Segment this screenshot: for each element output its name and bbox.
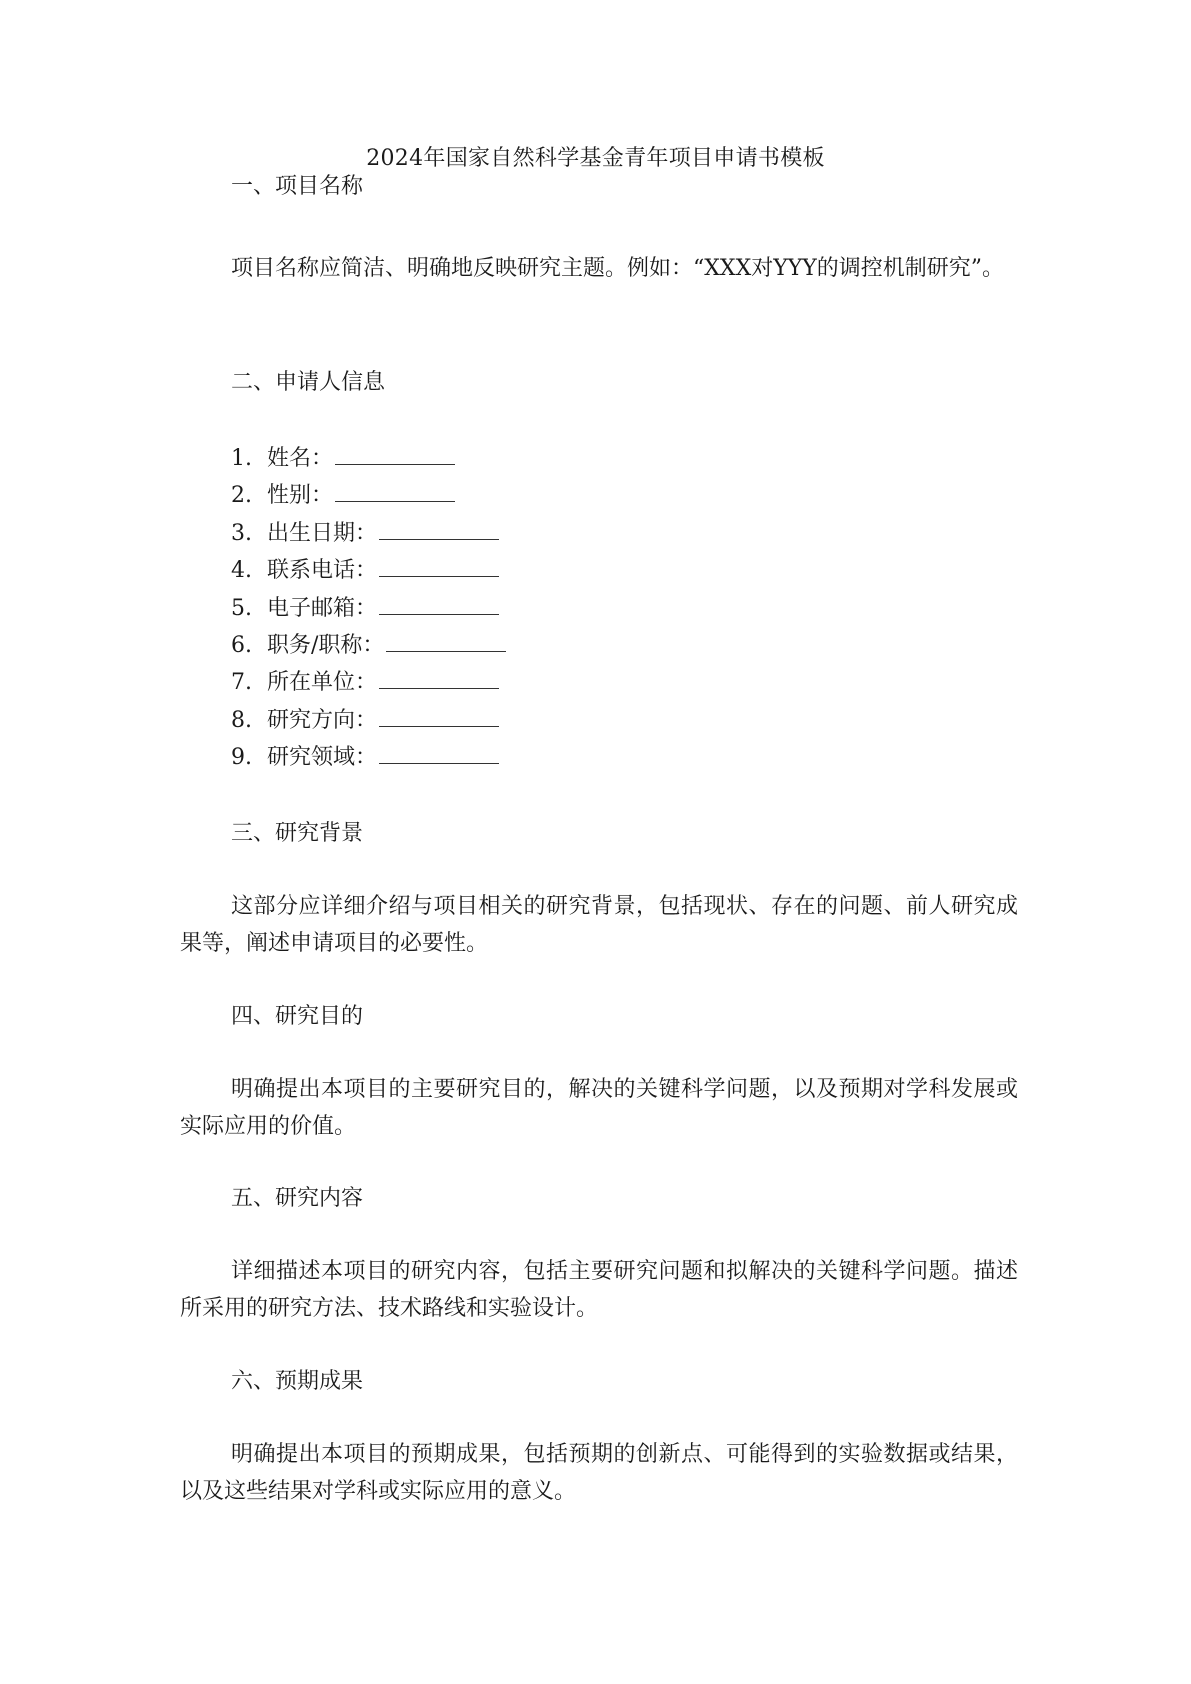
list-number: 9. bbox=[231, 745, 252, 771]
list-number: 3. bbox=[231, 520, 252, 546]
section-body-project-name: 项目名称应简洁、明确地反映研究主题。例如：“XXX对YYY的调控机制研究”。 bbox=[231, 256, 1005, 281]
fill-in-blank[interactable] bbox=[386, 633, 506, 652]
section-heading-background: 三、研究背景 bbox=[231, 821, 364, 846]
section-body-expected-results: 明确提出本项目的预期成果，包括预期的创新点、可能得到的实验数据或结果，以及这些结果对学科或实际应用的意义。 bbox=[180, 1442, 1018, 1504]
section-heading-content: 五、研究内容 bbox=[231, 1186, 364, 1211]
applicant-info-list bbox=[231, 440, 506, 777]
field-label: 性别： bbox=[267, 483, 334, 509]
applicant-field-email bbox=[231, 590, 506, 627]
fill-in-blank[interactable] bbox=[335, 483, 455, 502]
list-number: 1. bbox=[231, 446, 252, 471]
field-label: 姓名： bbox=[267, 446, 334, 471]
fill-in-blank[interactable] bbox=[379, 558, 499, 577]
field-label: 所在单位： bbox=[267, 670, 378, 696]
field-label: 研究领域： bbox=[267, 745, 378, 771]
section-heading-applicant-info: 二、申请人信息 bbox=[231, 370, 386, 395]
applicant-field-birthdate bbox=[231, 515, 506, 552]
list-number: 8. bbox=[231, 707, 252, 733]
list-number: 7. bbox=[231, 670, 252, 696]
list-number: 6. bbox=[231, 632, 252, 658]
fill-in-blank[interactable] bbox=[379, 745, 499, 764]
list-number: 5. bbox=[231, 595, 252, 621]
section-body-background: 这部分应详细介绍与项目相关的研究背景，包括现状、存在的问题、前人研究成果等，阐述申请项目的必要性。 bbox=[180, 894, 1018, 956]
section-heading-project-name: 一、项目名称 bbox=[231, 174, 364, 199]
section-body-content: 详细描述本项目的研究内容，包括主要研究问题和拟解决的关键科学问题。描述所采用的研究方法、技术路线和实验设计。 bbox=[180, 1259, 1018, 1321]
applicant-field-research-area bbox=[231, 739, 506, 776]
applicant-field-name bbox=[231, 440, 506, 477]
document-title: 2024年国家自然科学基金青年项目申请书模板 bbox=[366, 146, 825, 171]
applicant-field-title bbox=[231, 627, 506, 664]
applicant-field-gender bbox=[231, 477, 506, 514]
applicant-field-phone bbox=[231, 552, 506, 589]
list-number: 2. bbox=[231, 483, 252, 509]
fill-in-blank[interactable] bbox=[379, 670, 499, 689]
applicant-field-research-direction bbox=[231, 702, 506, 739]
section-heading-expected-results: 六、预期成果 bbox=[231, 1369, 364, 1394]
fill-in-blank[interactable] bbox=[379, 708, 499, 727]
field-label: 出生日期： bbox=[267, 520, 378, 546]
field-label: 联系电话： bbox=[267, 558, 378, 584]
applicant-field-institution bbox=[231, 664, 506, 701]
field-label: 研究方向： bbox=[267, 707, 378, 733]
list-number: 4. bbox=[231, 558, 252, 584]
fill-in-blank[interactable] bbox=[379, 596, 499, 615]
fill-in-blank[interactable] bbox=[335, 446, 455, 465]
field-label: 电子邮箱： bbox=[267, 595, 378, 621]
section-heading-objectives: 四、研究目的 bbox=[231, 1004, 364, 1029]
section-body-objectives: 明确提出本项目的主要研究目的，解决的关键科学问题，以及预期对学科发展或实际应用的价值。 bbox=[180, 1077, 1018, 1139]
fill-in-blank[interactable] bbox=[379, 521, 499, 540]
field-label: 职务/职称： bbox=[267, 632, 385, 658]
